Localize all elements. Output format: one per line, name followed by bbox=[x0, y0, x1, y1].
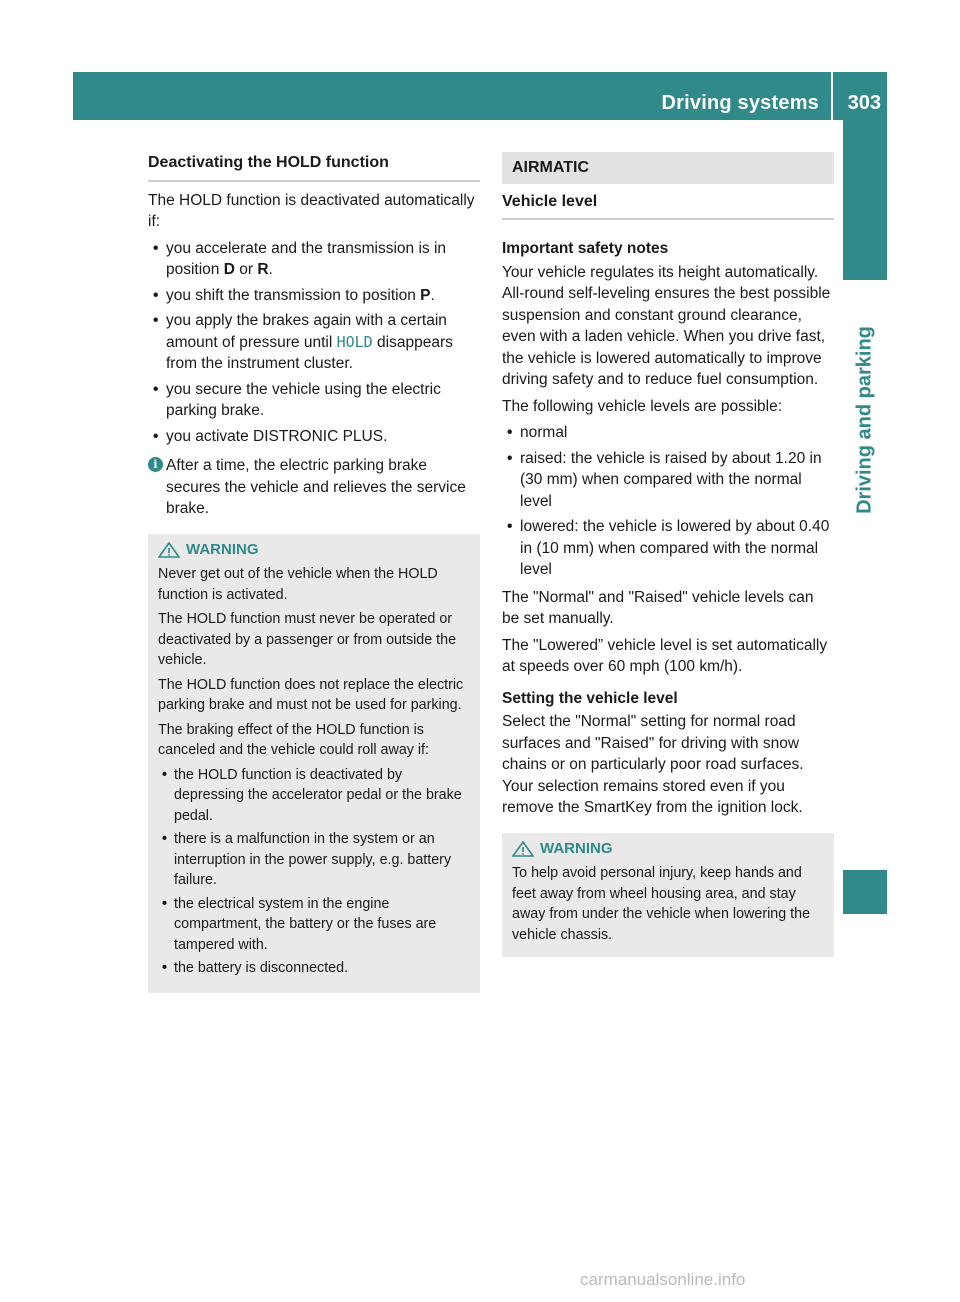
body-text: The "Lowered” vehicle level is set automatically at speeds over 60 mph (100 km/h). bbox=[502, 636, 828, 675]
gear-p: P bbox=[420, 286, 431, 304]
left-column bbox=[148, 152, 480, 993]
section-bar-airmatic: AIRMATIC bbox=[502, 152, 834, 184]
warning-text: Never get out of the vehicle when the HOLD function is activated. bbox=[158, 566, 438, 603]
body-text: The following vehicle levels are possible: bbox=[502, 397, 783, 415]
side-label-text: Driving and parking bbox=[853, 326, 876, 514]
list-text: disappears from the instrument cluster. bbox=[166, 333, 453, 372]
list-text: or bbox=[234, 261, 258, 278]
list-item: • you secure the vehicle using the electric parking brake. bbox=[148, 379, 480, 422]
warning-text: To help avoid personal injury, keep hands and feet away from wheel housing area, and stay away from under the vehicle when lowering the vehicle chassis. bbox=[512, 865, 811, 943]
list-item: • the battery is disconnected. bbox=[158, 958, 471, 979]
list-item bbox=[148, 285, 480, 307]
list-text: you accelerate and the transmission is in position bbox=[166, 239, 447, 278]
header-bar bbox=[73, 72, 887, 120]
warning-list bbox=[158, 765, 471, 979]
list-item: • lowered: the vehicle is lowered by about 0.40 in (10 mm) when compared with the normal level bbox=[502, 516, 834, 581]
warning-box-airmatic bbox=[502, 833, 834, 958]
side-marker bbox=[843, 870, 887, 914]
warning-text: The braking effect of the HOLD function is canceled and the vehicle could roll away if: bbox=[158, 721, 430, 758]
warning-label: WARNING bbox=[540, 839, 613, 857]
list-text: . bbox=[430, 286, 435, 304]
body-text: Your vehicle regulates its height automatically. All-round self-leveling ensures the best possible suspension and constant ground clearance, even with a laden vehicle. When you drive fast, the vehicle is lowered automatically to improve driving safety and to reduce fuel consumption. bbox=[502, 263, 831, 388]
list-item bbox=[148, 310, 480, 375]
list-text: you apply the brakes again with a certain amount of pressure until bbox=[166, 312, 447, 351]
intro-text: The HOLD function is deactivated automatically if: bbox=[148, 191, 475, 230]
body-text: Select the "Normal" setting for normal road surfaces and "Raised" for driving with snow chains or on particularly poor road surfaces. Your selection remains stored even if you remove the SmartKey from the ignition lock. bbox=[502, 713, 804, 816]
page-number: 303 bbox=[847, 92, 881, 114]
warning-label: WARNING bbox=[186, 540, 259, 558]
hold-deactivation-list bbox=[148, 238, 480, 448]
section-title-vehicle-level: Vehicle level bbox=[502, 191, 834, 221]
side-tab bbox=[843, 120, 887, 280]
warning-text: The HOLD function does not replace the electric parking brake and must not be used for parking. bbox=[158, 676, 464, 713]
section-title-hold: Deactivating the HOLD function bbox=[148, 152, 480, 182]
warning-box-hold bbox=[148, 534, 480, 993]
info-note bbox=[148, 455, 480, 520]
list-item: • the electrical system in the engine compartment, the battery or the fuses are tampered with. bbox=[158, 894, 471, 956]
subheading-safety: Important safety notes bbox=[502, 240, 669, 257]
list-item: • normal bbox=[502, 422, 834, 444]
header-divider bbox=[831, 72, 833, 120]
list-text: you shift the transmission to position bbox=[166, 286, 421, 304]
info-icon: i bbox=[148, 457, 163, 472]
warning-heading bbox=[512, 839, 825, 860]
list-item: • raised: the vehicle is raised by about 1.20 in (30 mm) when compared with the normal level bbox=[502, 448, 834, 513]
warning-icon bbox=[512, 841, 534, 857]
list-item: • there is a malfunction in the system or an interruption in the power supply, e.g. battery failure. bbox=[158, 829, 471, 891]
list-text: . bbox=[268, 261, 273, 278]
gear-d: D bbox=[223, 261, 235, 278]
footer-watermark: carmanualsonline.info bbox=[580, 1270, 746, 1289]
gear-r: R bbox=[257, 261, 269, 278]
hold-display-text: HOLD bbox=[336, 332, 373, 351]
body-text: The "Normal" and "Raised" vehicle levels can be set manually. bbox=[502, 588, 814, 627]
chapter-title: Driving systems bbox=[661, 92, 819, 114]
list-item bbox=[148, 238, 480, 281]
warning-text: The HOLD function must never be operated or deactivated by a passenger or from outside the vehicle. bbox=[158, 611, 457, 668]
warning-heading bbox=[158, 540, 471, 561]
subheading-setting: Setting the vehicle level bbox=[502, 689, 678, 707]
warning-icon bbox=[158, 542, 180, 558]
list-item: • the HOLD function is deactivated by depressing the accelerator pedal or the brake pedal. bbox=[158, 765, 471, 827]
side-label bbox=[843, 280, 887, 560]
vehicle-level-list bbox=[502, 422, 834, 581]
list-item: • you activate DISTRONIC PLUS. bbox=[148, 426, 480, 448]
info-text: After a time, the electric parking brake secures the vehicle and relieves the service brake. bbox=[166, 457, 466, 517]
right-column bbox=[502, 152, 834, 957]
